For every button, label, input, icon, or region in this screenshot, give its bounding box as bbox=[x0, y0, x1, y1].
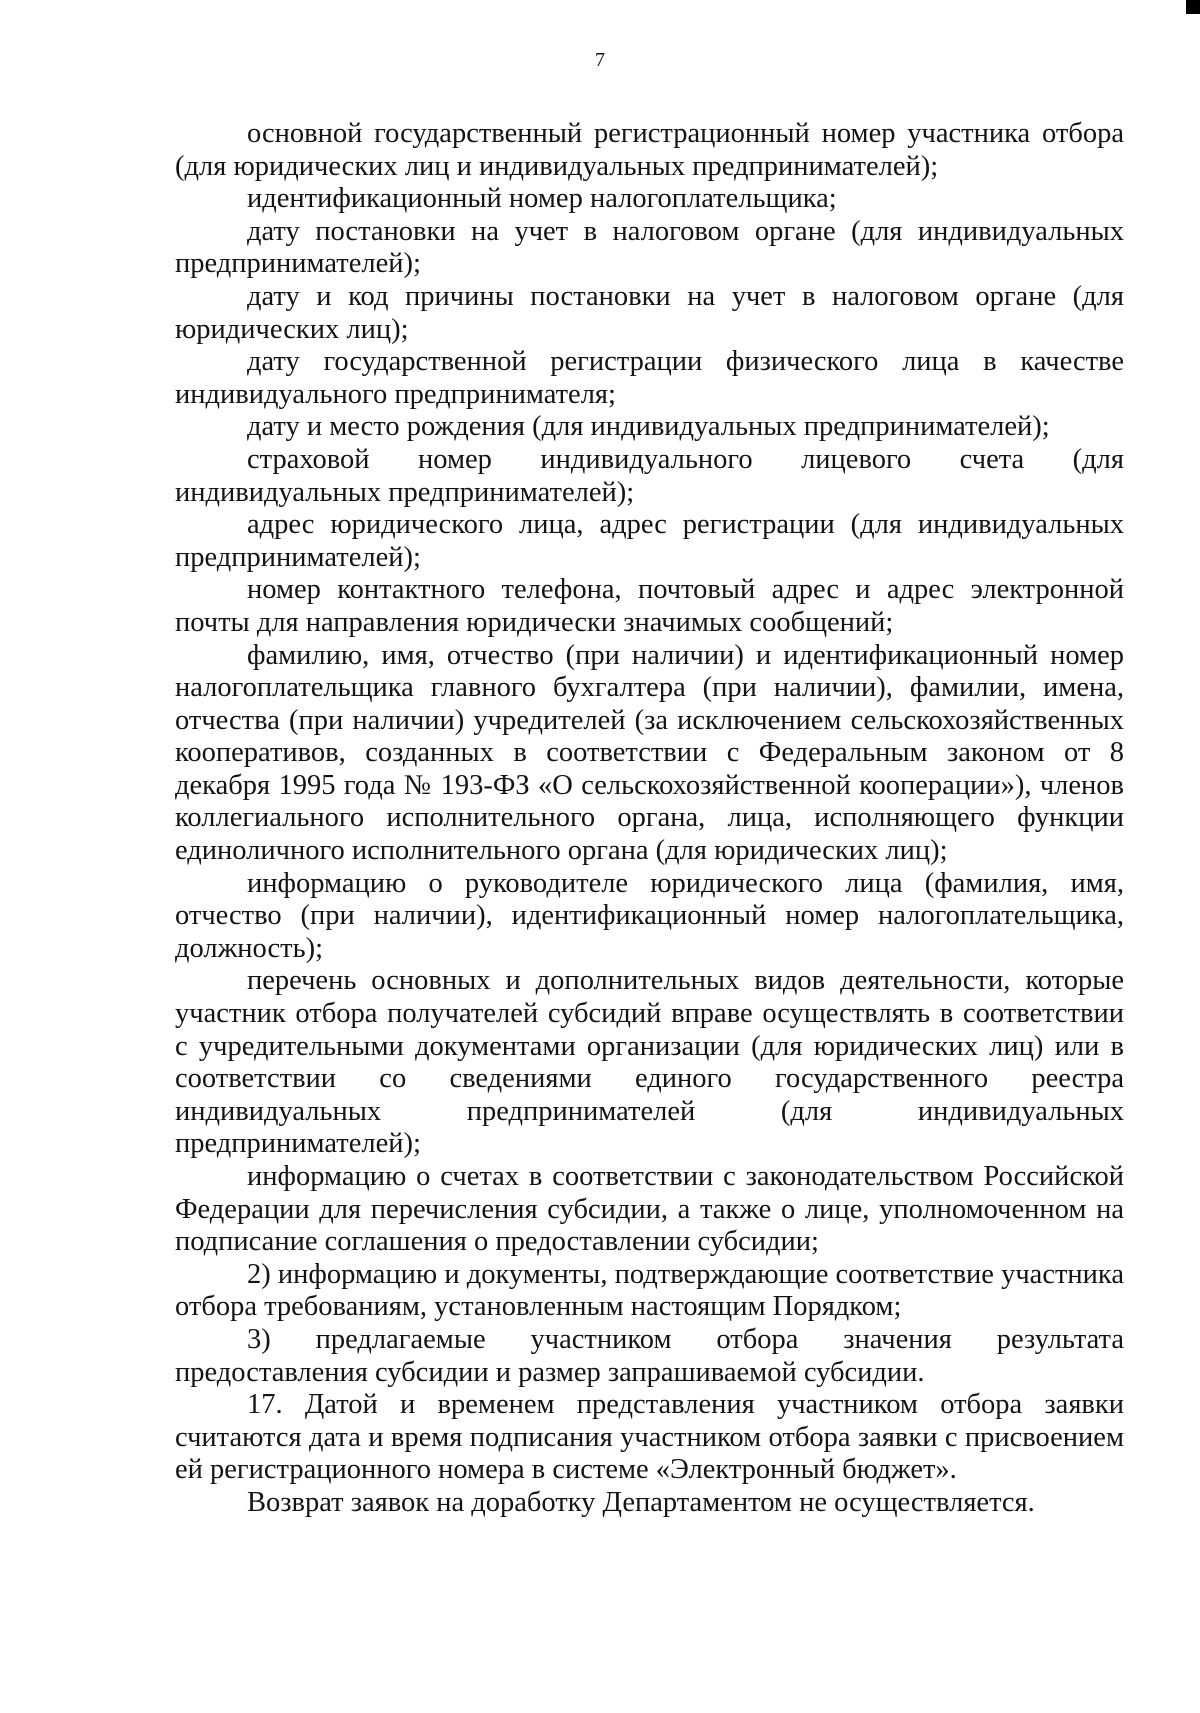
paragraph-kpp: дату и код причины постановки на учет в налоговом органе (для юридических лиц); bbox=[175, 280, 1124, 345]
paragraph-address: адрес юридического лица, адрес регистрации (для индивидуальных предпринимателей); bbox=[175, 509, 1124, 573]
paragraph-tax-registration-date: дату постановки на учет в налоговом органе (для индивидуальных предпринимателей); bbox=[175, 215, 1124, 280]
page-number: 7 bbox=[595, 49, 605, 71]
paragraph-ogrn: основной государственный регистрационный номер участника отбора (для юридических лиц и индивидуальных предпринимателей); bbox=[175, 118, 1124, 182]
paragraph-snils: страховой номер индивидуального лицевого счета (для индивидуальных предпринимателей); bbox=[175, 443, 1124, 508]
paragraph-item-17: 17. Датой и временем представления участником отбора заявки считаются дата и время подписания участником отбора заявки с присвоением ей регистрационного номера в системе «Электронный бюджет». bbox=[175, 1389, 1124, 1486]
paragraph-inn: идентификационный номер налогоплательщика; bbox=[247, 183, 837, 215]
document-body bbox=[175, 118, 1124, 1520]
paragraph-activities: перечень основных и дополнительных видов деятельности, которые участник отбора получателей субсидий вправе осуществлять в соответствии с учредительными документами организации (для юридических лиц) или в соответствии со сведениями единого государственного реестра индивидуальных предпринимателей (для индивидуальных предпринимателей); bbox=[175, 965, 1124, 1160]
paragraph-state-registration-date: дату государственной регистрации физического лица в качестве индивидуального предпринимателя; bbox=[175, 346, 1124, 410]
paragraph-item-3: 3) предлагаемые участником отбора значения результата предоставления субсидии и размер запрашиваемой субсидии. bbox=[175, 1323, 1124, 1388]
paragraph-accounts: информацию о счетах в соответствии с законодательством Российской Федерации для перечисления субсидии, а также о лице, уполномоченном на подписание соглашения о предоставлении субсидии; bbox=[175, 1161, 1124, 1258]
paragraph-head-info: информацию о руководителе юридического лица (фамилия, имя, отчество (при наличии), идентификационный номер налогоплательщика, должность); bbox=[175, 867, 1124, 964]
paragraph-founders: фамилию, имя, отчество (при наличии) и идентификационный номер налогоплательщика главного бухгалтера (при наличии), фамилии, имена, отчества (при наличии) учредителей (за исключением сельскохозяйственных кооперативов, созданных в соответствии с Федеральным законом от 8 декабря 1995 года № 193-ФЗ «О сельскохозяйственной кооперации»), членов коллегиального исполнительного органа, лица, исполняющего функции единоличного исполнительного органа (для юридических лиц); bbox=[175, 639, 1124, 867]
paragraph-contacts: номер контактного телефона, почтовый адрес и адрес электронной почты для направления юридически значимых сообщений; bbox=[175, 574, 1124, 638]
paragraph-item-2: 2) информацию и документы, подтверждающие соответствие участника отбора требованиям, установленным настоящим Порядком; bbox=[175, 1258, 1124, 1323]
scan-corner-mark bbox=[1186, 0, 1200, 14]
paragraph-birth-date-place: дату и место рождения (для индивидуальных предпринимателей); bbox=[247, 411, 1050, 443]
paragraph-return-of-applications: Возврат заявок на доработку Департаментом не осуществляется. bbox=[247, 1486, 1035, 1518]
